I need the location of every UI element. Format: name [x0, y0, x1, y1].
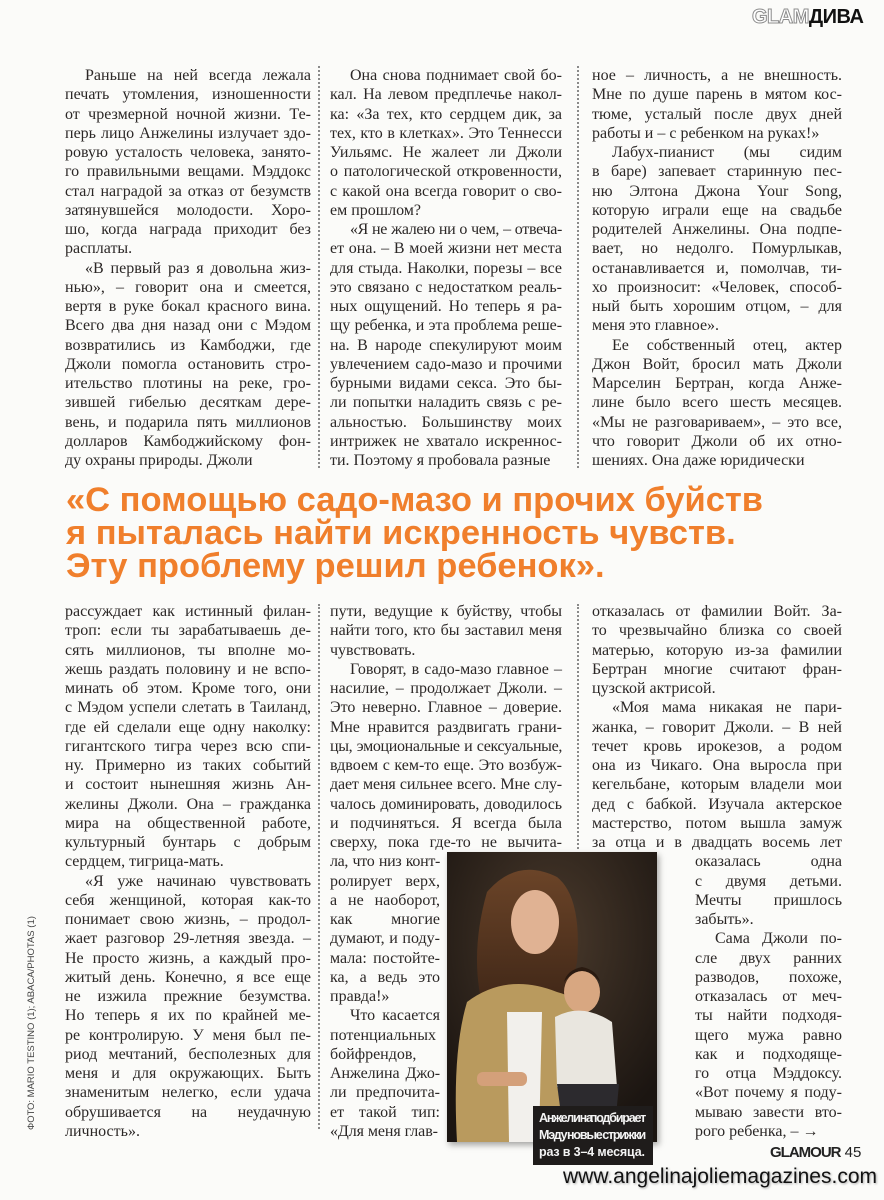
text-line: для стыда. Наколки, порезы – все: [330, 259, 562, 277]
text-line: ное – личность, а не внешность.: [592, 67, 842, 84]
text-line: желины Джоли. Она – гражданка: [65, 795, 311, 813]
text-line: культурный бунтарь с добрым: [65, 834, 311, 851]
text-line: о патологической откровенности,: [330, 163, 562, 181]
text-line: родителей Анжелины. Она подпе-: [592, 221, 842, 238]
text-line: правда!»: [330, 988, 390, 1005]
text-line: «Я уже начинаю чувствовать: [85, 872, 311, 890]
text-line: течет кровь ирокезов, а родом: [592, 737, 842, 755]
text-line: Ее собственный отец, актер: [612, 336, 842, 354]
text-line: сверху, пока где-то не вычита-: [330, 834, 562, 851]
text-line: вень, и подарила пять миллионов: [65, 413, 311, 431]
text-line: увлечением садо-мазо и прочими: [330, 355, 562, 373]
text-line: лине было всего шесть месяцев.: [592, 394, 842, 412]
caption-line: Анжелина подбирает: [539, 1111, 645, 1125]
logo-glam: GLAM: [752, 6, 809, 28]
text-line: знаменитым нелегко, если удача: [65, 1084, 311, 1102]
text-line: себя женщиной, которая как-то: [65, 891, 311, 909]
text-line: мастерство, потом вышла замуж: [592, 814, 842, 832]
text-line: ты найти подходя-: [695, 1007, 842, 1025]
text-line: за отца и в двадцать восемь лет: [592, 834, 842, 851]
text-line: Говорят, в садо-мазо главное –: [350, 660, 562, 678]
pull-quote-line: «С помощью садо-мазо и прочих буйств: [66, 481, 764, 519]
text-line: это связано с недостатком реаль-: [330, 278, 562, 296]
text-line: Но теперь я их по крайней ме-: [65, 1007, 311, 1025]
text-line: меня это главное».: [592, 317, 720, 335]
text-line: на. В народе спекулируют моим: [330, 336, 562, 354]
text-line: Мне нравится раздвигать грани-: [330, 718, 562, 736]
text-line: и состоит нынешняя жизнь Ан-: [65, 776, 311, 794]
text-line: ровую усталость человека, занято-: [65, 144, 311, 161]
column-divider: [318, 604, 320, 1129]
text-line: Всего два дня назад они с Мэдом: [65, 317, 311, 335]
text-line: минать об этом. Кроме того, они: [65, 680, 311, 697]
text-line: троп: если ты зарабатываешь де-: [65, 622, 311, 640]
text-line: дает меня сильнее всего. Мне слу-: [330, 776, 562, 794]
text-line: личность».: [65, 1122, 140, 1140]
section-logo: [752, 6, 863, 29]
page-number: 45: [844, 1144, 862, 1161]
text-line: долларов Камбоджийскому фон-: [65, 432, 311, 450]
text-line: от чрезмерной ночной жизни. Те-: [65, 105, 311, 123]
text-line: насилие, – продолжает Джоли. –: [330, 680, 562, 697]
text-line: рого ребенка, – →: [695, 1122, 819, 1140]
text-line: и подчиняться. Я всегда была: [330, 814, 562, 832]
text-line: цы, эмоциональные и сексуальные,: [330, 737, 562, 755]
text-line: «Мы не разговариваем», – это все,: [592, 413, 842, 431]
photo-credit: ФОТО: MARIO TESTINO (1); ABACA/PHOTAS (1): [26, 916, 37, 1130]
text-line: как многие: [330, 911, 440, 928]
text-line: меня и для окружающих. Быть: [65, 1065, 311, 1082]
text-line: вает, но недолго. Помурлыкав,: [592, 240, 842, 258]
caption-line: раз в 3–4 месяца.: [539, 1145, 645, 1159]
text-line: стал наградой за отказ от безумств: [65, 182, 311, 200]
text-line: мира на общественной работе,: [65, 814, 311, 832]
text-line: забыть».: [695, 911, 754, 928]
watermark-url: www.angelinajoliemagazines.com: [563, 1165, 877, 1188]
text-line: затянувшейся молодости. Хоро-: [65, 201, 311, 219]
text-line: хо произносит: «Человек, способ-: [592, 278, 842, 296]
text-line: гигантского тигра через всю спи-: [65, 737, 311, 755]
text-line: интрижек не хватало искреннос-: [330, 432, 562, 450]
text-line: оказалась одна: [695, 853, 842, 871]
text-line: ет она. – В моей жизни нет места: [330, 240, 562, 258]
text-line: понимает свою жизнь, – продол-: [65, 911, 311, 928]
article-column: [65, 602, 311, 1141]
text-line: пути, ведущие к буйству, чтобы: [330, 603, 562, 620]
text-line: думают, и поду-: [330, 930, 440, 948]
text-line: кал. На левом предплечье накол-: [330, 86, 562, 104]
column-divider: [577, 604, 579, 849]
text-line: которую играли еще на свадьбе: [592, 201, 842, 219]
text-line: Что касается: [350, 1007, 440, 1025]
column-divider: [577, 66, 579, 468]
text-line: Марселин Бертран, когда Анже-: [592, 375, 842, 392]
text-line: возвратились из Камбоджи, где: [65, 336, 311, 354]
text-line: вдвоем с кем-то еще. Это возбуж-: [330, 757, 562, 774]
text-line: Мне по душе парень в мятом кос-: [592, 86, 842, 104]
page-footer: [770, 1145, 861, 1161]
text-line: ительство плотины на реке, гро-: [65, 375, 311, 392]
text-line: ролирует верх,: [330, 872, 440, 890]
text-line: обрушивается на неудачную: [65, 1103, 311, 1121]
text-line: альностью. Большинству моих: [330, 413, 562, 431]
text-line: ка: «За тех, кто сердцем дик, за: [330, 105, 562, 123]
text-line: жает разговор 29-летняя звезда. –: [65, 930, 311, 948]
text-line: ла, что низ конт-: [330, 853, 440, 871]
text-line: потенциальных: [330, 1026, 436, 1044]
text-line: Джоли помогла остановить стро-: [65, 355, 311, 373]
text-line: ну. Примерно из таких событий: [65, 757, 311, 774]
text-line: а не наоборот,: [330, 891, 440, 909]
text-line: Уильямс. Не жалеет ли Джоли: [330, 144, 562, 161]
text-line: ре контролирую. У меня был пе-: [65, 1026, 311, 1044]
text-line: печать утомления, изношенности: [65, 86, 311, 104]
text-line: го правильными вещами. Мэддокс: [65, 163, 311, 181]
caption-line: Мэду новые стрижки: [539, 1128, 645, 1142]
text-line: Не просто жизнь, а каждый про-: [65, 949, 311, 967]
text-line: щу ребенка, и эта проблема реше-: [330, 317, 562, 335]
text-line: го отца Мэддоксу.: [695, 1065, 842, 1082]
text-line: дед с бабкой. Изучала актерское: [592, 795, 842, 813]
text-line: чувствовать.: [330, 641, 416, 659]
text-line: ду охраны природы. Джоли: [65, 452, 253, 469]
logo-diva: ДИВА: [808, 6, 864, 28]
text-line: «Вот почему я поду-: [695, 1084, 842, 1102]
text-line: житый день. Конечно, я все еще: [65, 968, 311, 986]
text-line: нью», – говорит она и смеется,: [65, 278, 311, 296]
text-line: жешь раздать половину и не вспо-: [65, 660, 311, 678]
text-line: Бертран многие считают фран-: [592, 660, 842, 678]
text-line: «Для меня глав-: [330, 1122, 438, 1140]
text-line: цузской актрисой.: [592, 680, 716, 697]
text-line: отказалась от фамилии Войт. За-: [592, 603, 842, 620]
text-line: ный быть хорошим отцом, – для: [592, 298, 842, 315]
photo-caption: [533, 1106, 653, 1165]
text-line: сле двух ранних: [695, 949, 842, 967]
text-line: Лабух-пианист (мы сидим: [612, 144, 842, 161]
text-line: ка, а ведь это: [330, 968, 440, 986]
text-line: тюме, усталый после двух дней: [592, 105, 842, 123]
text-line: то чрезвычайно близка со своей: [592, 622, 842, 640]
text-line: Джон Войт, бросил мать Джоли: [592, 355, 842, 373]
text-line: мала: постойте-: [330, 949, 440, 967]
text-line: ню Элтона Джона Your Song,: [592, 182, 842, 200]
text-line: Мечты пришлось: [695, 891, 842, 909]
text-line: матерью, которую из-за фамилии: [592, 641, 842, 659]
text-line: риод мечтаний, бесполезных для: [65, 1045, 311, 1063]
text-line: расплаты.: [65, 240, 133, 258]
pull-quote-line: Эту проблему решил ребенок».: [66, 547, 605, 585]
article-column: [592, 66, 842, 470]
text-line: вертя в руке бокал красного вина.: [65, 298, 311, 315]
text-line: Анжелина Джо-: [330, 1065, 440, 1082]
text-line: не изжила прежние безумства.: [65, 988, 311, 1005]
text-line: перь лицо Анжелины излучает здо-: [65, 124, 311, 142]
article-column: [65, 66, 311, 470]
text-line: жанка, – говорит Джоли. – В ней: [592, 718, 842, 736]
text-line: бойфрендов,: [330, 1045, 417, 1063]
photo-angelina-and-maddox: [447, 852, 657, 1142]
text-line: «В первый раз я довольна жиз-: [85, 259, 311, 277]
text-line: сять миллионов, ты вполне мо-: [65, 641, 311, 659]
text-line: ли попытки наладить связь с ре-: [330, 394, 562, 412]
text-line: работы и – с ребенком на руках!»: [592, 124, 820, 142]
pull-quote-line: я пыталась найти искренность чувств.: [66, 514, 736, 552]
text-line: зившей гибелью десяткам дере-: [65, 394, 311, 412]
text-line: как и подходяще-: [695, 1045, 842, 1063]
text-line: Раньше на ней всегда лежала: [85, 67, 311, 84]
text-line: бурными видами секса. Это бы-: [330, 375, 562, 392]
text-line: что говорит Джоли об их отно-: [592, 432, 842, 450]
text-line: «Я не жалею ни о чем, – отвеча-: [350, 221, 562, 238]
text-line: тех, кто в клетках». Это Теннесси: [330, 124, 562, 142]
text-line: с двумя детьми.: [695, 872, 842, 890]
column-divider: [318, 66, 320, 468]
text-line: кегельбане, которым владели мои: [592, 776, 842, 794]
text-line: Она снова поднимает свой бо-: [350, 67, 562, 84]
text-line: ли предпочита-: [330, 1084, 440, 1102]
text-line: Это неверно. Главное – доверие.: [330, 699, 562, 717]
text-line: ти. Поэтому я пробовала разные: [330, 452, 551, 469]
text-line: чалось доминировать, доводилось: [330, 795, 562, 813]
text-line: найти того, кто бы заставил меня: [330, 622, 562, 640]
text-line: «Моя мама никакая не пари-: [612, 699, 842, 717]
text-line: ем прошлом?: [330, 201, 422, 219]
text-line: рассуждает как истинный филан-: [65, 603, 311, 620]
text-line: щего мужа равно: [695, 1026, 842, 1044]
text-line: останавливается и, помолчав, ти-: [592, 259, 842, 277]
magazine-name: GLAMOUR: [770, 1144, 841, 1161]
article-column: [330, 66, 562, 470]
text-line: ных ощущений. Но теперь я ра-: [330, 298, 562, 315]
text-line: ет такой тип:: [330, 1103, 440, 1121]
text-line: разводов, похоже,: [695, 968, 842, 986]
text-line: она из Чикаго. Она выросла при: [592, 757, 842, 774]
text-line: шениях. Она даже юридически: [592, 452, 805, 469]
text-line: мываю завести вто-: [695, 1103, 842, 1121]
text-line: в баре) запевает старинную пес-: [592, 163, 842, 181]
text-line: с Мэдом успели слетать в Таиланд,: [65, 699, 311, 717]
pull-quote: [66, 481, 874, 585]
text-line: шо, когда награда приходит без: [65, 221, 311, 238]
text-line: сердцем, тигрица-мать.: [65, 853, 224, 871]
text-line: с какой она всегда говорит о сво-: [330, 182, 562, 200]
text-line: отказалась от меч-: [695, 988, 842, 1005]
text-line: где ей сделали еще одну наколку:: [65, 718, 311, 736]
text-line: Сама Джоли по-: [715, 930, 842, 948]
